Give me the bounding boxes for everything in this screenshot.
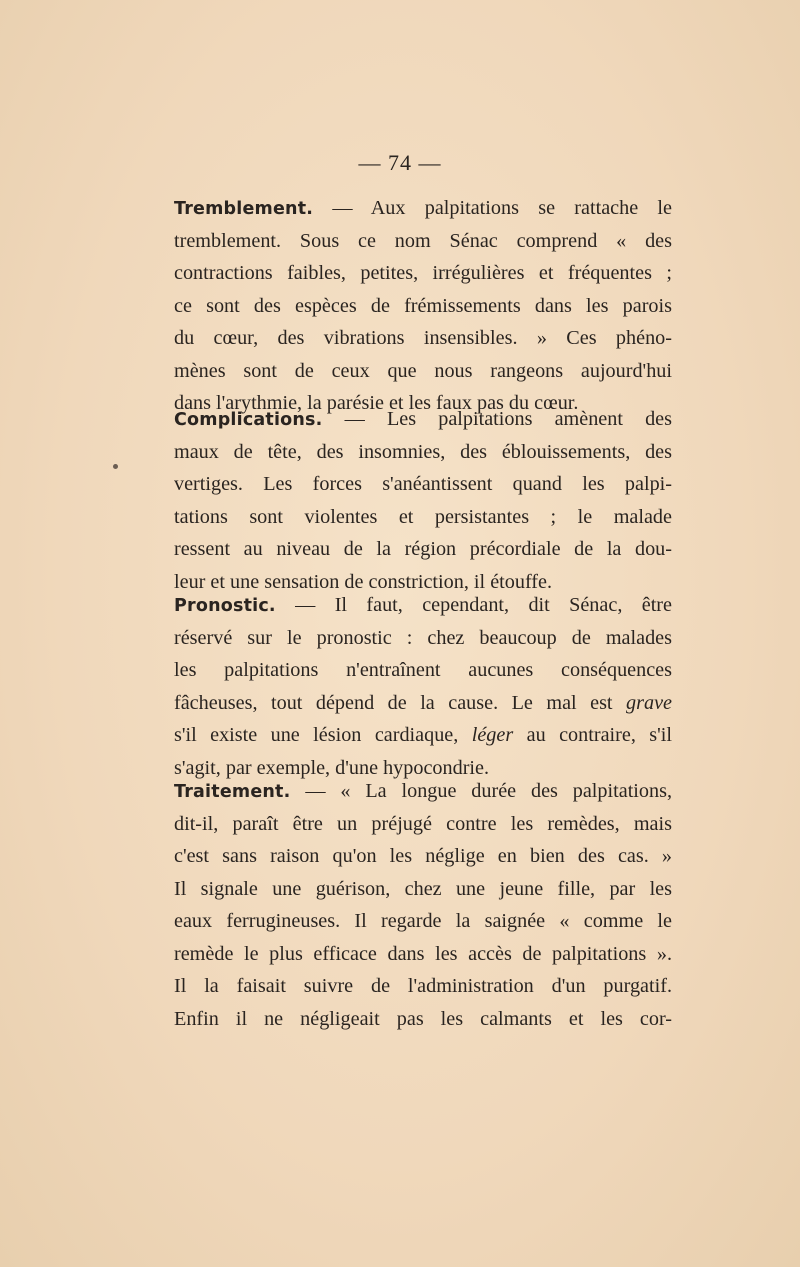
paragraph-tremblement (174, 192, 672, 420)
text-line: contractions faibles, petites, irrégulières et fréquentes ; (174, 262, 672, 284)
paper-speck (113, 464, 118, 469)
text-line: leur et une sensation de constriction, il étouffe. (174, 570, 553, 593)
text-line: tations sont violentes et persistantes ; le malade (174, 505, 672, 528)
paragraph-complications (174, 403, 672, 598)
text-line: dit-il, paraît être un préjugé contre les remèdes, mais (174, 812, 672, 835)
text-line: les palpitations n'entraînent aucunes conséquences (174, 659, 672, 681)
text-line: Complications. — Les palpitations amènent des (174, 408, 672, 430)
text-line: ressent au niveau de la région précordiale de la dou- (174, 538, 672, 560)
text-line: vertiges. Les forces s'anéantissent quand les palpi- (174, 473, 672, 495)
text-line: fâcheuses, tout dépend de la cause. Le mal est grave (174, 691, 672, 714)
text-line: mènes sont de ceux que nous rangeons aujourd'hui (174, 359, 672, 382)
section-heading: Complications. (174, 410, 323, 430)
text-line: Enfin il ne négligeait pas les calmants et les cor- (174, 1007, 672, 1030)
text-line: remède le plus efficace dans les accès de palpitations ». (174, 942, 672, 965)
section-heading: Pronostic. (174, 596, 276, 616)
text-line: réservé sur le pronostic : chez beaucoup de malades (174, 626, 672, 649)
italic-word-grave: grave (626, 691, 672, 714)
text-line: du cœur, des vibrations insensibles. » Ces phéno- (174, 327, 672, 349)
text-line: s'il existe une lésion cardiaque, léger au contraire, s'il (174, 724, 672, 746)
text-line: dans l'arythmie, la parésie et les faux pas du cœur. (174, 392, 579, 414)
text-line: tremblement. Sous ce nom Sénac comprend « des (174, 229, 672, 252)
text-line: s'agit, par exemple, d'une hypocondrie. (174, 756, 490, 779)
text-line: eaux ferrugineuses. Il regarde la saignée « comme le (174, 910, 672, 932)
text-line: ce sont des espèces de frémissements dans les parois (174, 294, 672, 317)
paragraph-pronostic (174, 589, 672, 784)
italic-word-leger: léger (471, 724, 514, 746)
page-number: — 74 — (358, 150, 442, 175)
text-line: Traitement. — « La longue durée des palpitations, (174, 780, 672, 802)
text-line: Il la faisait suivre de l'administration d'un purgatif. (174, 975, 672, 997)
text-line: Tremblement. — Aux palpitations se rattache le (174, 197, 672, 219)
section-heading: Tremblement. (174, 199, 314, 219)
text-line: Pronostic. — Il faut, cependant, dit Sénac, être (174, 594, 672, 616)
paragraph-traitement (174, 775, 672, 1035)
text-line: c'est sans raison qu'on les néglige en bien des cas. » (174, 845, 672, 867)
text-line: maux de tête, des insomnies, des éblouissements, des (174, 440, 672, 463)
text-line: Il signale une guérison, chez une jeune fille, par les (174, 877, 672, 900)
section-heading: Traitement. (174, 782, 291, 802)
